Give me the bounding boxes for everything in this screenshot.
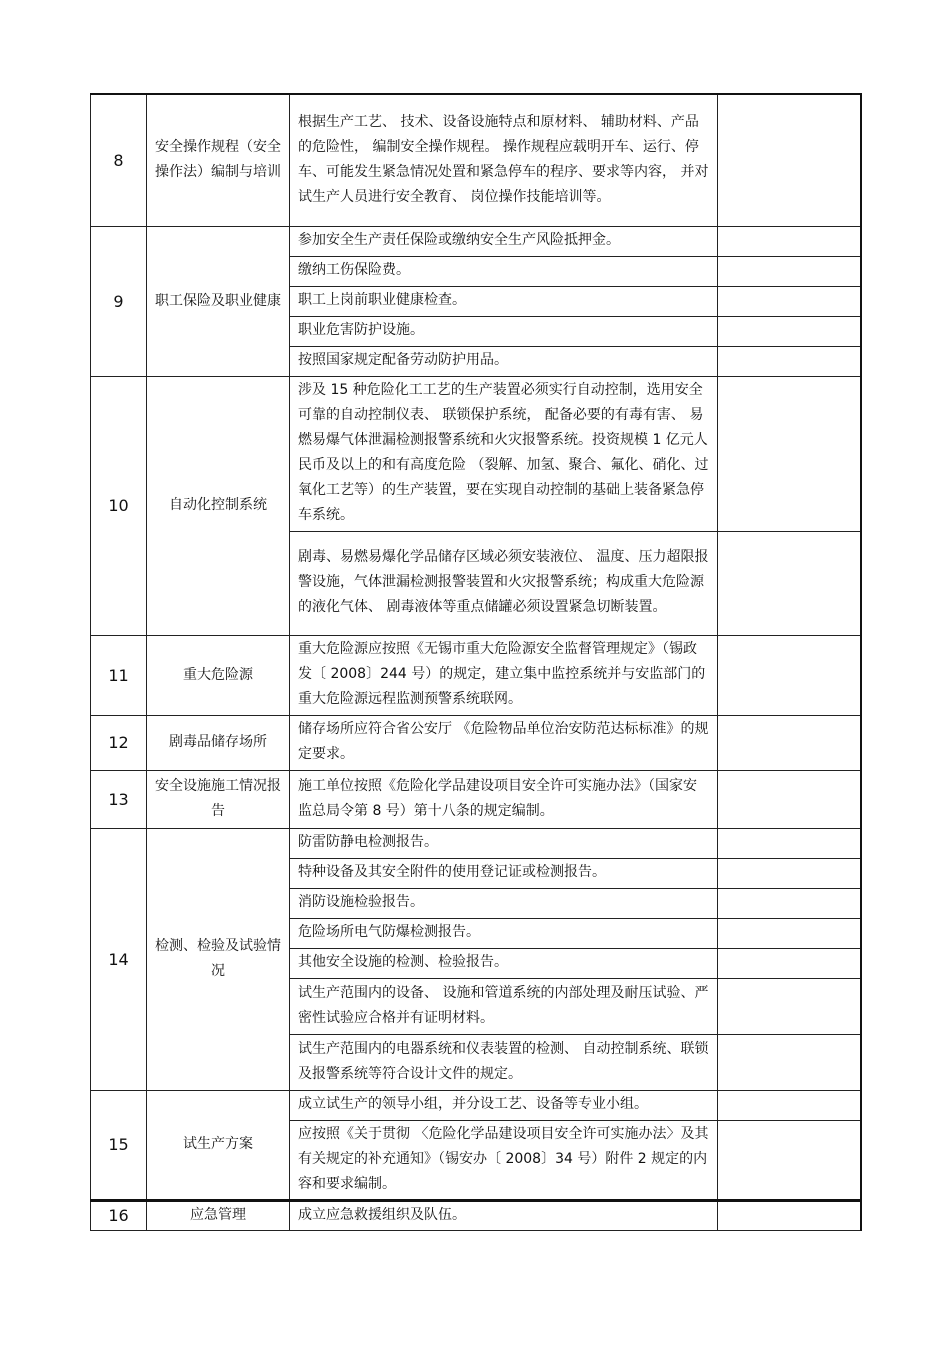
- check-cell[interactable]: [718, 1090, 861, 1120]
- table-row: [91, 376, 861, 531]
- check-cell[interactable]: [718, 316, 861, 346]
- row-number: 11: [91, 635, 147, 715]
- check-cell[interactable]: [718, 828, 861, 858]
- requirement-text: 参加安全生产责任保险或缴纳安全生产风险抵押金。: [290, 226, 718, 256]
- item-name: 安全设施施工情况报告: [147, 770, 290, 828]
- table-row: [91, 828, 861, 858]
- row-number: 14: [91, 828, 147, 1090]
- item-name: 检测、检验及试验情况: [147, 828, 290, 1090]
- requirement-text: 储存场所应符合省公安厅 《危险物品单位治安防范达标标准》的规定要求。: [290, 715, 718, 770]
- row-number: 9: [91, 226, 147, 376]
- checklist-table-container: [90, 93, 860, 1231]
- row-number: 8: [91, 94, 147, 226]
- requirement-text: 根据生产工艺、 技术、设备设施特点和原材料、 辅助材料、产品的危险性， 编制安全操作规程。 操作规程应载明开车、运行、停车、可能发生紧急情况处置和紧急停车的程序、要求等内容， 并对试生产人员进行安全教育、 岗位操作技能培训等。: [290, 94, 718, 226]
- check-cell[interactable]: [718, 948, 861, 978]
- requirement-text: 特种设备及其安全附件的使用登记证或检测报告。: [290, 858, 718, 888]
- requirement-text: 消防设施检验报告。: [290, 888, 718, 918]
- check-cell[interactable]: [718, 1120, 861, 1200]
- requirement-text: 重大危险源应按照《无锡市重大危险源安全监督管理规定》（锡政发〔 2008〕244 号）的规定，建立集中监控系统并与安监部门的重大危险源远程监测预警系统联网。: [290, 635, 718, 715]
- check-cell[interactable]: [718, 635, 861, 715]
- check-cell[interactable]: [718, 1034, 861, 1090]
- requirement-text: 职业危害防护设施。: [290, 316, 718, 346]
- row-number: 13: [91, 770, 147, 828]
- requirement-text: 试生产范围内的电器系统和仪表装置的检测、 自动控制系统、联锁及报警系统等符合设计文件的规定。: [290, 1034, 718, 1090]
- requirement-text: 剧毒、易燃易爆化学品储存区域必须安装液位、 温度、压力超限报警设施，气体泄漏检测报警装置和火灾报警系统；构成重大危险源的液化气体、 剧毒液体等重点储罐必须设置紧急切断装置。: [290, 531, 718, 635]
- check-cell[interactable]: [718, 376, 861, 531]
- checklist-table: [90, 93, 862, 1231]
- requirement-text: 职工上岗前职业健康检查。: [290, 286, 718, 316]
- check-cell[interactable]: [718, 531, 861, 635]
- item-name: 职工保险及职业健康: [147, 226, 290, 376]
- item-name: 试生产方案: [147, 1090, 290, 1200]
- requirement-text: 施工单位按照《危险化学品建设项目安全许可实施办法》（国家安监总局令第 8 号）第十八条的规定编制。: [290, 770, 718, 828]
- check-cell[interactable]: [718, 226, 861, 256]
- item-name: 安全操作规程（安全操作法）编制与培训: [147, 94, 290, 226]
- check-cell[interactable]: [718, 94, 861, 226]
- check-cell[interactable]: [718, 978, 861, 1034]
- table-row: [91, 226, 861, 256]
- table-row: [91, 715, 861, 770]
- row-number: 15: [91, 1090, 147, 1200]
- item-name: 重大危险源: [147, 635, 290, 715]
- requirement-text: 涉及 15 种危险化工工艺的生产装置必须实行自动控制，选用安全可靠的自动控制仪表、 联锁保护系统， 配备必要的有毒有害、 易燃易爆气体泄漏检测报警系统和火灾报警系统。投资规模 1 亿元人民币及以上的和有高度危险 （裂解、加氢、聚合、氟化、硝化、过氧化工艺等）的生产装置，要在实现自动控制的基础上装备紧急停车系统。: [290, 376, 718, 531]
- check-cell[interactable]: [718, 888, 861, 918]
- row-number: 12: [91, 715, 147, 770]
- requirement-text: 应按照《关于贯彻 〈危险化学品建设项目安全许可实施办法〉及其有关规定的补充通知》（锡安办〔 2008〕34 号）附件 2 规定的内容和要求编制。: [290, 1120, 718, 1200]
- check-cell[interactable]: [718, 715, 861, 770]
- check-cell[interactable]: [718, 918, 861, 948]
- item-name: 自动化控制系统: [147, 376, 290, 635]
- check-cell[interactable]: [718, 286, 861, 316]
- table-row: [91, 94, 861, 226]
- check-cell[interactable]: [718, 770, 861, 828]
- table-row: [91, 1090, 861, 1120]
- requirement-text: 成立应急救援组织及队伍。: [290, 1200, 718, 1230]
- check-cell[interactable]: [718, 256, 861, 286]
- requirement-text: 按照国家规定配备劳动防护用品。: [290, 346, 718, 376]
- requirement-text: 其他安全设施的检测、检验报告。: [290, 948, 718, 978]
- requirement-text: 试生产范围内的设备、 设施和管道系统的内部处理及耐压试验、严密性试验应合格并有证明材料。: [290, 978, 718, 1034]
- check-cell[interactable]: [718, 1200, 861, 1230]
- item-name: 应急管理: [147, 1200, 290, 1230]
- item-name: 剧毒品储存场所: [147, 715, 290, 770]
- row-number: 10: [91, 376, 147, 635]
- table-row: [91, 770, 861, 828]
- check-cell[interactable]: [718, 346, 861, 376]
- requirement-text: 成立试生产的领导小组，并分设工艺、设备等专业小组。: [290, 1090, 718, 1120]
- row-number: 16: [91, 1200, 147, 1230]
- table-row: [91, 1200, 861, 1230]
- requirement-text: 防雷防静电检测报告。: [290, 828, 718, 858]
- requirement-text: 危险场所电气防爆检测报告。: [290, 918, 718, 948]
- table-row: [91, 635, 861, 715]
- check-cell[interactable]: [718, 858, 861, 888]
- requirement-text: 缴纳工伤保险费。: [290, 256, 718, 286]
